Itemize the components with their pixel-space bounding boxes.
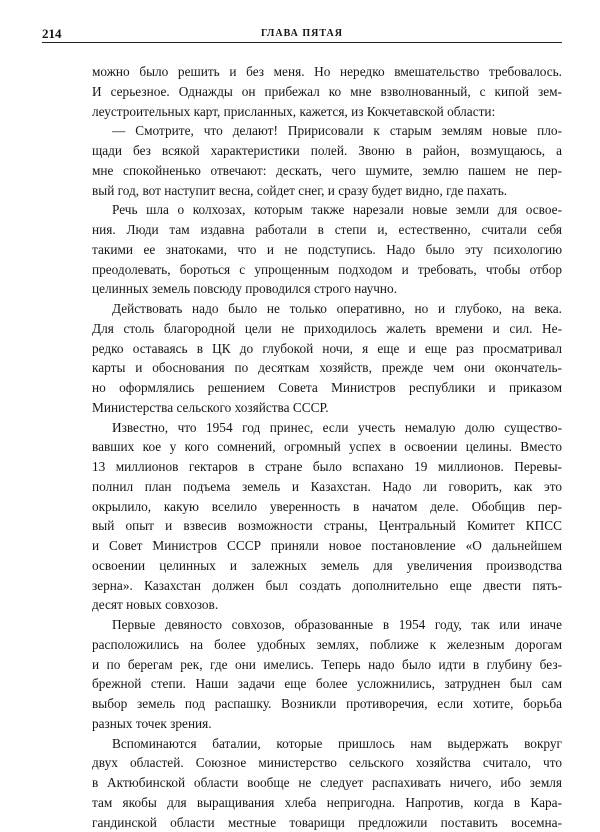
text-line: десят новых совхозов. <box>92 595 562 615</box>
text-line: окрылило, какую вселило уверенность в начатом деле. Обобщив пер- <box>92 497 562 517</box>
text-line: леустроительных карт, присланных, кажется, из Кокчетавской области: <box>92 102 562 122</box>
running-header <box>42 25 562 43</box>
text-line: Речь шла о колхозах, которым также нарезали новые земли для освое- <box>92 200 562 220</box>
text-line: и по берегам рек, где они имелись. Теперь надо было идти в глубину без- <box>92 655 562 675</box>
text-line: И серьезное. Однажды он прибежал ко мне взволнованный, с кипой зем- <box>92 82 562 102</box>
text-line: можно было решить и без меня. Но нередко вмешательство требовалось. <box>92 62 562 82</box>
text-line: Вспоминаются баталии, которые пришлось нам выдержать вокруг <box>92 734 562 754</box>
text-line: Для столь благородной цели не приходилось жалеть времени и сил. Не- <box>92 319 562 339</box>
text-line: Министерства сельского хозяйства СССР. <box>92 398 562 418</box>
text-line: такими ее знатоками, что и не подступись. Надо было эту психологию <box>92 240 562 260</box>
text-line: гандинской области местные товарищи предложили поставить восемна- <box>92 813 562 832</box>
text-line: и Совет Министров СССР приняли новое постановление «О дальнейшем <box>92 536 562 556</box>
paragraph <box>92 734 562 832</box>
text-line: но оформлялись решением Совета Министров республики и приказом <box>92 378 562 398</box>
text-line: выбор земель под распашку. Возникли противоречия, если хотите, борьба <box>92 694 562 714</box>
text-line: редко оставаясь в ЦК до глубокой ночи, я еще и еще раз просматривал <box>92 339 562 359</box>
text-line: зерна». Казахстан должен был создать дополнительно еще двести пять- <box>92 576 562 596</box>
text-line: щади без всякой характеристики полей. Звоню в район, возмущаюсь, а <box>92 141 562 161</box>
text-line: брежной степи. Наши задачи еще более усложнились, затруднен был сам <box>92 674 562 694</box>
paragraph <box>92 62 562 121</box>
text-line: вый год, вот наступит весна, сойдет снег, и сразу будет видно, где пахать. <box>92 181 562 201</box>
text-line: — Смотрите, что делают! Пририсовали к старым землям новые пло- <box>92 121 562 141</box>
paragraph <box>92 121 562 200</box>
text-line: ния. Люди там издавна работали в степи и, естественно, считали себя <box>92 220 562 240</box>
text-line: полнил план подъема земель и Казахстан. Надо ли говорить, как это <box>92 477 562 497</box>
text-line: расположились на более удобных землях, поближе к железным дорогам <box>92 635 562 655</box>
text-line: преодолевать, бороться с упрощенным подходом и требовать, чтобы отбор <box>92 260 562 280</box>
paragraph <box>92 200 562 299</box>
text-line: вавших кое у кого сомнений, огромный успех в освоении целины. Вместо <box>92 437 562 457</box>
text-line: там якобы для выращивания хлеба непригодна. Напротив, когда в Кара- <box>92 793 562 813</box>
text-line: двух областей. Союзное министерство сельского хозяйства считало, что <box>92 753 562 773</box>
text-line: Действовать надо было не только оперативно, но и глубоко, на века. <box>92 299 562 319</box>
text-line: Известно, что 1954 год принес, если учесть немалую долю существо- <box>92 418 562 438</box>
paragraph <box>92 299 562 418</box>
paragraph <box>92 615 562 734</box>
text-line: освоении целинных и залежных земель для увеличения производства <box>92 556 562 576</box>
text-line: 13 миллионов гектаров в стране было вспахано 19 миллионов. Перевы- <box>92 457 562 477</box>
text-line: вый опыт и взвесив возможности страны, Центральный Комитет КПСС <box>92 516 562 536</box>
text-line: карты и обоснования по десяткам хозяйств, прежде чем они окончатель- <box>92 358 562 378</box>
text-line: целинных земель повсюду проводился строго научно. <box>92 279 562 299</box>
text-line: разных точек зрения. <box>92 714 562 734</box>
text-line: мне спокойненько отвечают: дескать, чего шумите, землю пашем не пер- <box>92 161 562 181</box>
chapter-title: ГЛАВА ПЯТАЯ <box>42 28 562 39</box>
text-line: Первые девяносто совхозов, образованные в 1954 году, так или иначе <box>92 615 562 635</box>
paragraph <box>92 418 562 616</box>
body-text <box>92 62 562 832</box>
page-number: 214 <box>42 26 62 42</box>
text-line: в Актюбинской области вообще не следует распахивать ничего, ибо земля <box>92 773 562 793</box>
